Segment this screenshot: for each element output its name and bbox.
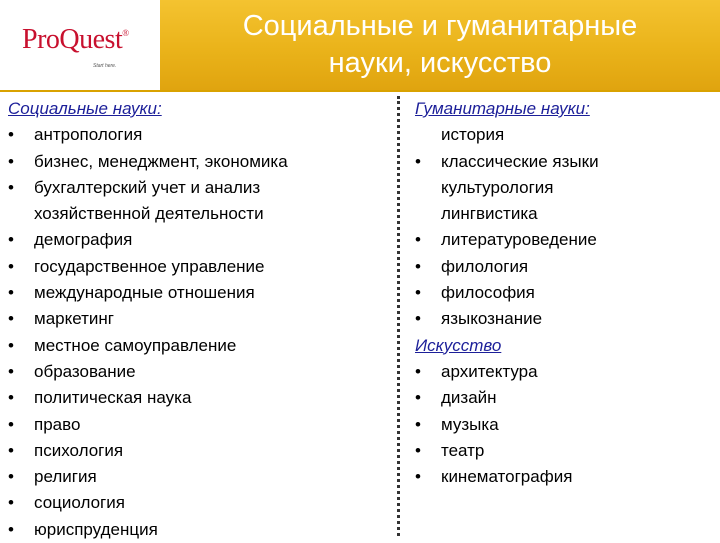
bullet: • xyxy=(415,388,421,408)
list-item-text: политическая наука xyxy=(34,388,192,408)
arts-list xyxy=(415,359,715,490)
bullet: • xyxy=(8,283,14,303)
list-item xyxy=(415,412,715,438)
list-item xyxy=(8,227,388,253)
list-item-text: языкознание xyxy=(441,309,543,329)
list-item-text: социология xyxy=(34,493,125,513)
bullet: • xyxy=(415,467,421,487)
list-item xyxy=(415,438,715,464)
list-item xyxy=(8,333,388,359)
list-item-text: филология xyxy=(441,256,529,276)
list-item xyxy=(8,149,388,175)
humanities-list xyxy=(415,122,715,332)
list-item xyxy=(8,175,388,228)
social-sciences-column xyxy=(8,96,388,543)
logo-area xyxy=(0,0,160,90)
list-item-text: антропология xyxy=(34,125,143,145)
list-item xyxy=(415,254,715,280)
list-item-text: архитектура xyxy=(441,361,538,381)
list-item xyxy=(8,122,388,148)
bullet: • xyxy=(8,440,14,460)
list-item-text: классические языки xyxy=(441,151,599,171)
list-item-text: образование xyxy=(34,361,136,381)
title-band xyxy=(160,0,720,90)
social-sciences-list xyxy=(8,122,388,543)
bullet: • xyxy=(8,493,14,513)
list-item xyxy=(8,385,388,411)
proquest-logo xyxy=(22,24,129,56)
list-item-text: история xyxy=(441,125,505,145)
bullet: • xyxy=(415,151,421,171)
list-item-text: международные отношения xyxy=(34,283,255,303)
list-item xyxy=(415,227,715,253)
bullet: • xyxy=(8,335,14,355)
bullet: • xyxy=(415,256,421,276)
arts-heading: Искусство xyxy=(415,335,502,355)
title-line-2: науки, искусство xyxy=(328,47,552,79)
list-item xyxy=(8,490,388,516)
list-item xyxy=(415,122,715,148)
bullet: • xyxy=(415,283,421,303)
list-item xyxy=(8,438,388,464)
list-item xyxy=(8,412,388,438)
column-separator xyxy=(397,96,403,536)
logo-reg-mark: ® xyxy=(122,28,129,38)
list-item-text: музыка xyxy=(441,414,499,434)
list-item xyxy=(415,306,715,332)
list-item-text: юриспруденция xyxy=(34,519,158,539)
list-item-text: кинематография xyxy=(441,467,573,487)
list-item-text: дизайн xyxy=(441,388,497,408)
list-item-text: демография xyxy=(34,230,133,250)
bullet: • xyxy=(8,230,14,250)
list-item xyxy=(8,280,388,306)
bullet: • xyxy=(8,309,14,329)
humanities-column xyxy=(415,96,715,490)
bullet: • xyxy=(8,151,14,171)
list-item xyxy=(415,464,715,490)
bullet: • xyxy=(8,388,14,408)
list-item xyxy=(415,280,715,306)
slide-title xyxy=(160,8,720,82)
social-sciences-heading: Социальные науки: xyxy=(8,99,162,118)
list-item xyxy=(8,306,388,332)
list-item-text: бухгалтерский учет и анализ xyxy=(34,177,261,197)
bullet: • xyxy=(415,361,421,381)
bullet: • xyxy=(8,519,14,539)
bullet: • xyxy=(8,256,14,276)
header-divider xyxy=(0,90,720,92)
list-item-text: религия xyxy=(34,467,97,487)
list-item xyxy=(415,149,715,175)
list-item-text-continued: хозяйственной деятельности xyxy=(34,204,264,224)
list-item-text: государственное управление xyxy=(34,256,265,276)
list-item xyxy=(8,517,388,543)
humanities-heading: Гуманитарные науки: xyxy=(415,99,590,118)
list-item-text: философия xyxy=(441,283,535,303)
list-item-text: право xyxy=(34,414,81,434)
list-item-text: бизнес, менеджмент, экономика xyxy=(34,151,288,171)
bullet: • xyxy=(415,414,421,434)
list-item xyxy=(8,254,388,280)
list-item xyxy=(415,359,715,385)
bullet: • xyxy=(415,309,421,329)
list-item-text: литературоведение xyxy=(441,230,597,250)
list-item-text: культурология xyxy=(441,177,554,197)
logo-tagline: Start here. xyxy=(93,63,117,69)
list-item xyxy=(415,175,715,201)
list-item xyxy=(8,359,388,385)
list-item-text: лингвистика xyxy=(441,204,538,224)
list-item-text: местное самоуправление xyxy=(34,335,237,355)
title-line-1: Социальные и гуманитарные xyxy=(242,10,638,42)
bullet: • xyxy=(8,414,14,434)
bullet: • xyxy=(8,177,14,197)
list-item xyxy=(415,385,715,411)
header xyxy=(0,0,720,92)
bullet: • xyxy=(415,230,421,250)
list-item-text: театр xyxy=(441,440,485,460)
bullet: • xyxy=(415,440,421,460)
bullet: • xyxy=(8,361,14,381)
list-item xyxy=(415,201,715,227)
logo-text: ProQuest xyxy=(22,24,123,55)
bullet: • xyxy=(8,467,14,487)
list-item-text: психология xyxy=(34,440,124,460)
bullet: • xyxy=(8,125,14,145)
list-item-text: маркетинг xyxy=(34,309,114,329)
list-item xyxy=(8,464,388,490)
